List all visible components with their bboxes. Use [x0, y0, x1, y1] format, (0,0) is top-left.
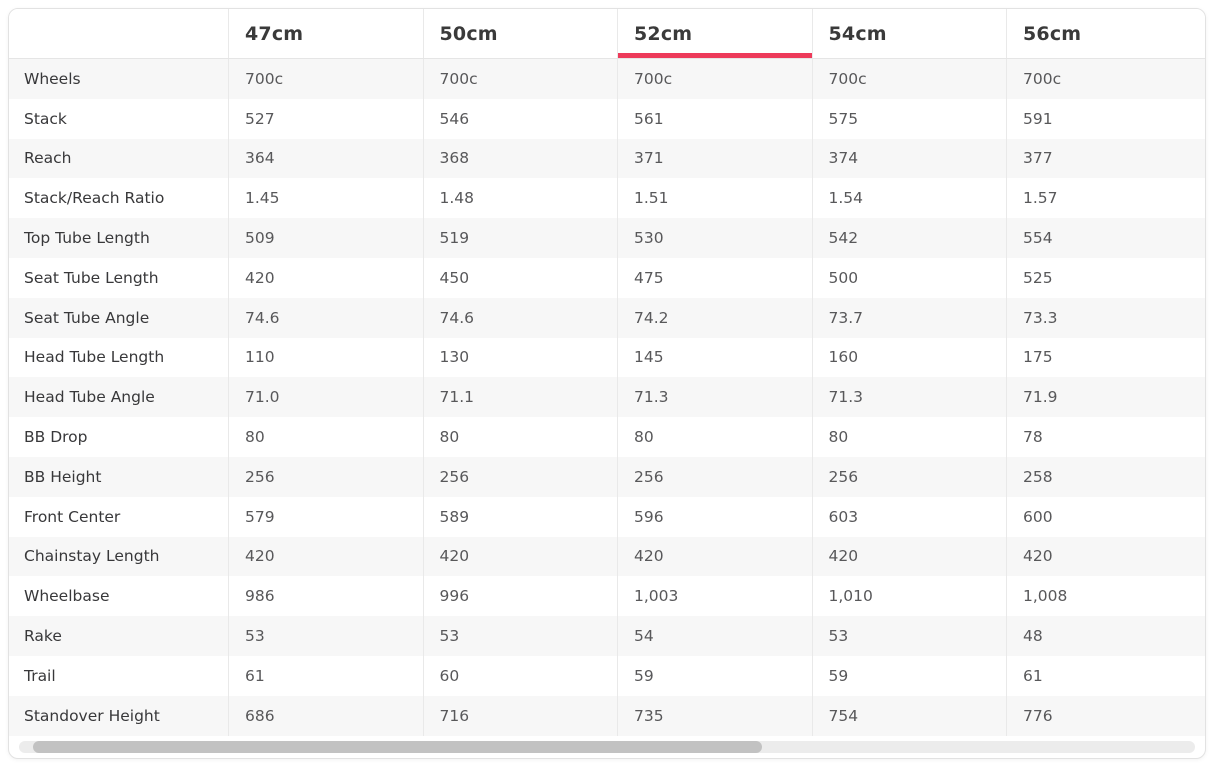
row-value: 371	[617, 139, 812, 179]
row-value: 53	[228, 616, 423, 656]
table-row	[9, 59, 1205, 99]
row-value: 735	[617, 696, 812, 736]
row-value: 700c	[812, 59, 1007, 99]
row-value: 256	[812, 457, 1007, 497]
row-value: 130	[423, 338, 618, 378]
row-label: Standover Height	[24, 706, 160, 725]
table-row	[9, 377, 1205, 417]
row-value: 716	[423, 696, 618, 736]
table-row	[9, 576, 1205, 616]
row-value: 53	[423, 616, 618, 656]
row-value: 258	[1006, 457, 1205, 497]
row-value: 80	[812, 417, 1007, 457]
row-value: 74.6	[228, 298, 423, 338]
row-value: 1,010	[812, 576, 1007, 616]
row-value: 554	[1006, 218, 1205, 258]
row-value: 74.6	[423, 298, 618, 338]
row-value: 575	[812, 99, 1007, 139]
row-label: Stack	[24, 109, 67, 128]
row-value: 700c	[228, 59, 423, 99]
size-tab-label: 56cm	[1023, 22, 1082, 45]
row-label: Rake	[24, 627, 62, 646]
row-value: 527	[228, 99, 423, 139]
row-label: BB Drop	[24, 428, 88, 447]
row-value: 74.2	[617, 298, 812, 338]
table-row	[9, 258, 1205, 298]
size-tab-label: 54cm	[828, 22, 887, 45]
row-value: 420	[228, 537, 423, 577]
row-value: 1,008	[1006, 576, 1205, 616]
row-value: 374	[812, 139, 1007, 179]
row-value: 256	[617, 457, 812, 497]
table-row	[9, 338, 1205, 378]
row-value: 78	[1006, 417, 1205, 457]
row-value: 71.3	[617, 377, 812, 417]
row-value: 986	[228, 576, 423, 616]
row-label: Wheels	[24, 69, 81, 88]
table-row	[9, 656, 1205, 696]
table-row	[9, 457, 1205, 497]
row-value: 61	[228, 656, 423, 696]
row-value: 364	[228, 139, 423, 179]
table-row	[9, 298, 1205, 338]
row-value: 110	[228, 338, 423, 378]
row-value: 546	[423, 99, 618, 139]
scrollbar-area	[9, 735, 1205, 758]
row-value: 1.57	[1006, 178, 1205, 218]
row-label: Stack/Reach Ratio	[24, 189, 165, 208]
row-value: 450	[423, 258, 618, 298]
size-tab-label: 47cm	[245, 22, 304, 45]
row-value: 145	[617, 338, 812, 378]
row-value: 60	[423, 656, 618, 696]
row-value: 596	[617, 497, 812, 537]
row-value: 420	[228, 258, 423, 298]
table-row	[9, 99, 1205, 139]
table-row	[9, 178, 1205, 218]
row-value: 73.7	[812, 298, 1007, 338]
row-label: Reach	[24, 149, 72, 168]
table-row	[9, 417, 1205, 457]
row-value: 686	[228, 696, 423, 736]
row-label: Chainstay Length	[24, 547, 160, 566]
row-value: 561	[617, 99, 812, 139]
row-label: Front Center	[24, 507, 121, 526]
row-value: 420	[617, 537, 812, 577]
row-value: 71.0	[228, 377, 423, 417]
row-label: Seat Tube Length	[24, 268, 159, 287]
size-tab-52cm[interactable]	[617, 9, 812, 58]
horizontal-scrollbar-thumb[interactable]	[33, 741, 762, 753]
table-row	[9, 497, 1205, 537]
table-row	[9, 696, 1205, 736]
row-label: BB Height	[24, 467, 102, 486]
row-value: 1.48	[423, 178, 618, 218]
row-label: Head Tube Length	[24, 348, 165, 367]
table-row	[9, 218, 1205, 258]
size-tabs-header	[9, 9, 1205, 59]
row-value: 80	[617, 417, 812, 457]
row-value: 420	[423, 537, 618, 577]
row-label: Trail	[24, 666, 56, 685]
row-value: 61	[1006, 656, 1205, 696]
row-value: 475	[617, 258, 812, 298]
row-value: 509	[228, 218, 423, 258]
row-value: 603	[812, 497, 1007, 537]
row-value: 377	[1006, 139, 1205, 179]
row-value: 1.45	[228, 178, 423, 218]
row-value: 591	[1006, 99, 1205, 139]
horizontal-scrollbar-track[interactable]	[19, 741, 1195, 753]
row-value: 420	[812, 537, 1007, 577]
size-tab-54cm[interactable]	[812, 9, 1007, 58]
row-value: 53	[812, 616, 1007, 656]
row-value: 71.1	[423, 377, 618, 417]
row-value: 175	[1006, 338, 1205, 378]
row-value: 996	[423, 576, 618, 616]
geometry-table-card	[8, 8, 1206, 759]
size-tab-47cm[interactable]	[228, 9, 423, 58]
table-row	[9, 139, 1205, 179]
size-tab-label: 52cm	[634, 22, 693, 45]
size-tab-56cm[interactable]	[1006, 9, 1205, 58]
row-value: 80	[228, 417, 423, 457]
row-value: 73.3	[1006, 298, 1205, 338]
row-value: 754	[812, 696, 1007, 736]
row-value: 530	[617, 218, 812, 258]
row-label: Head Tube Angle	[24, 388, 155, 407]
header-corner-cell	[9, 9, 228, 58]
row-value: 59	[617, 656, 812, 696]
row-value: 368	[423, 139, 618, 179]
row-value: 579	[228, 497, 423, 537]
size-tab-50cm[interactable]	[423, 9, 618, 58]
row-value: 71.9	[1006, 377, 1205, 417]
row-value: 700c	[423, 59, 618, 99]
row-value: 700c	[1006, 59, 1205, 99]
row-value: 71.3	[812, 377, 1007, 417]
row-value: 1.54	[812, 178, 1007, 218]
size-tab-label: 50cm	[439, 22, 498, 45]
row-value: 160	[812, 338, 1007, 378]
table-row	[9, 616, 1205, 656]
row-value: 80	[423, 417, 618, 457]
row-value: 54	[617, 616, 812, 656]
row-value: 525	[1006, 258, 1205, 298]
row-value: 1,003	[617, 576, 812, 616]
row-value: 256	[228, 457, 423, 497]
table-row	[9, 537, 1205, 577]
row-label: Seat Tube Angle	[24, 308, 150, 327]
row-value: 59	[812, 656, 1007, 696]
row-value: 776	[1006, 696, 1205, 736]
row-label: Wheelbase	[24, 587, 110, 606]
row-value: 48	[1006, 616, 1205, 656]
row-value: 500	[812, 258, 1007, 298]
row-value: 600	[1006, 497, 1205, 537]
row-value: 1.51	[617, 178, 812, 218]
row-label: Top Tube Length	[24, 229, 150, 248]
row-value: 519	[423, 218, 618, 258]
row-value: 700c	[617, 59, 812, 99]
selected-tab-indicator	[618, 53, 812, 58]
row-value: 256	[423, 457, 618, 497]
row-value: 589	[423, 497, 618, 537]
table-body	[9, 59, 1205, 736]
row-value: 420	[1006, 537, 1205, 577]
row-value: 542	[812, 218, 1007, 258]
